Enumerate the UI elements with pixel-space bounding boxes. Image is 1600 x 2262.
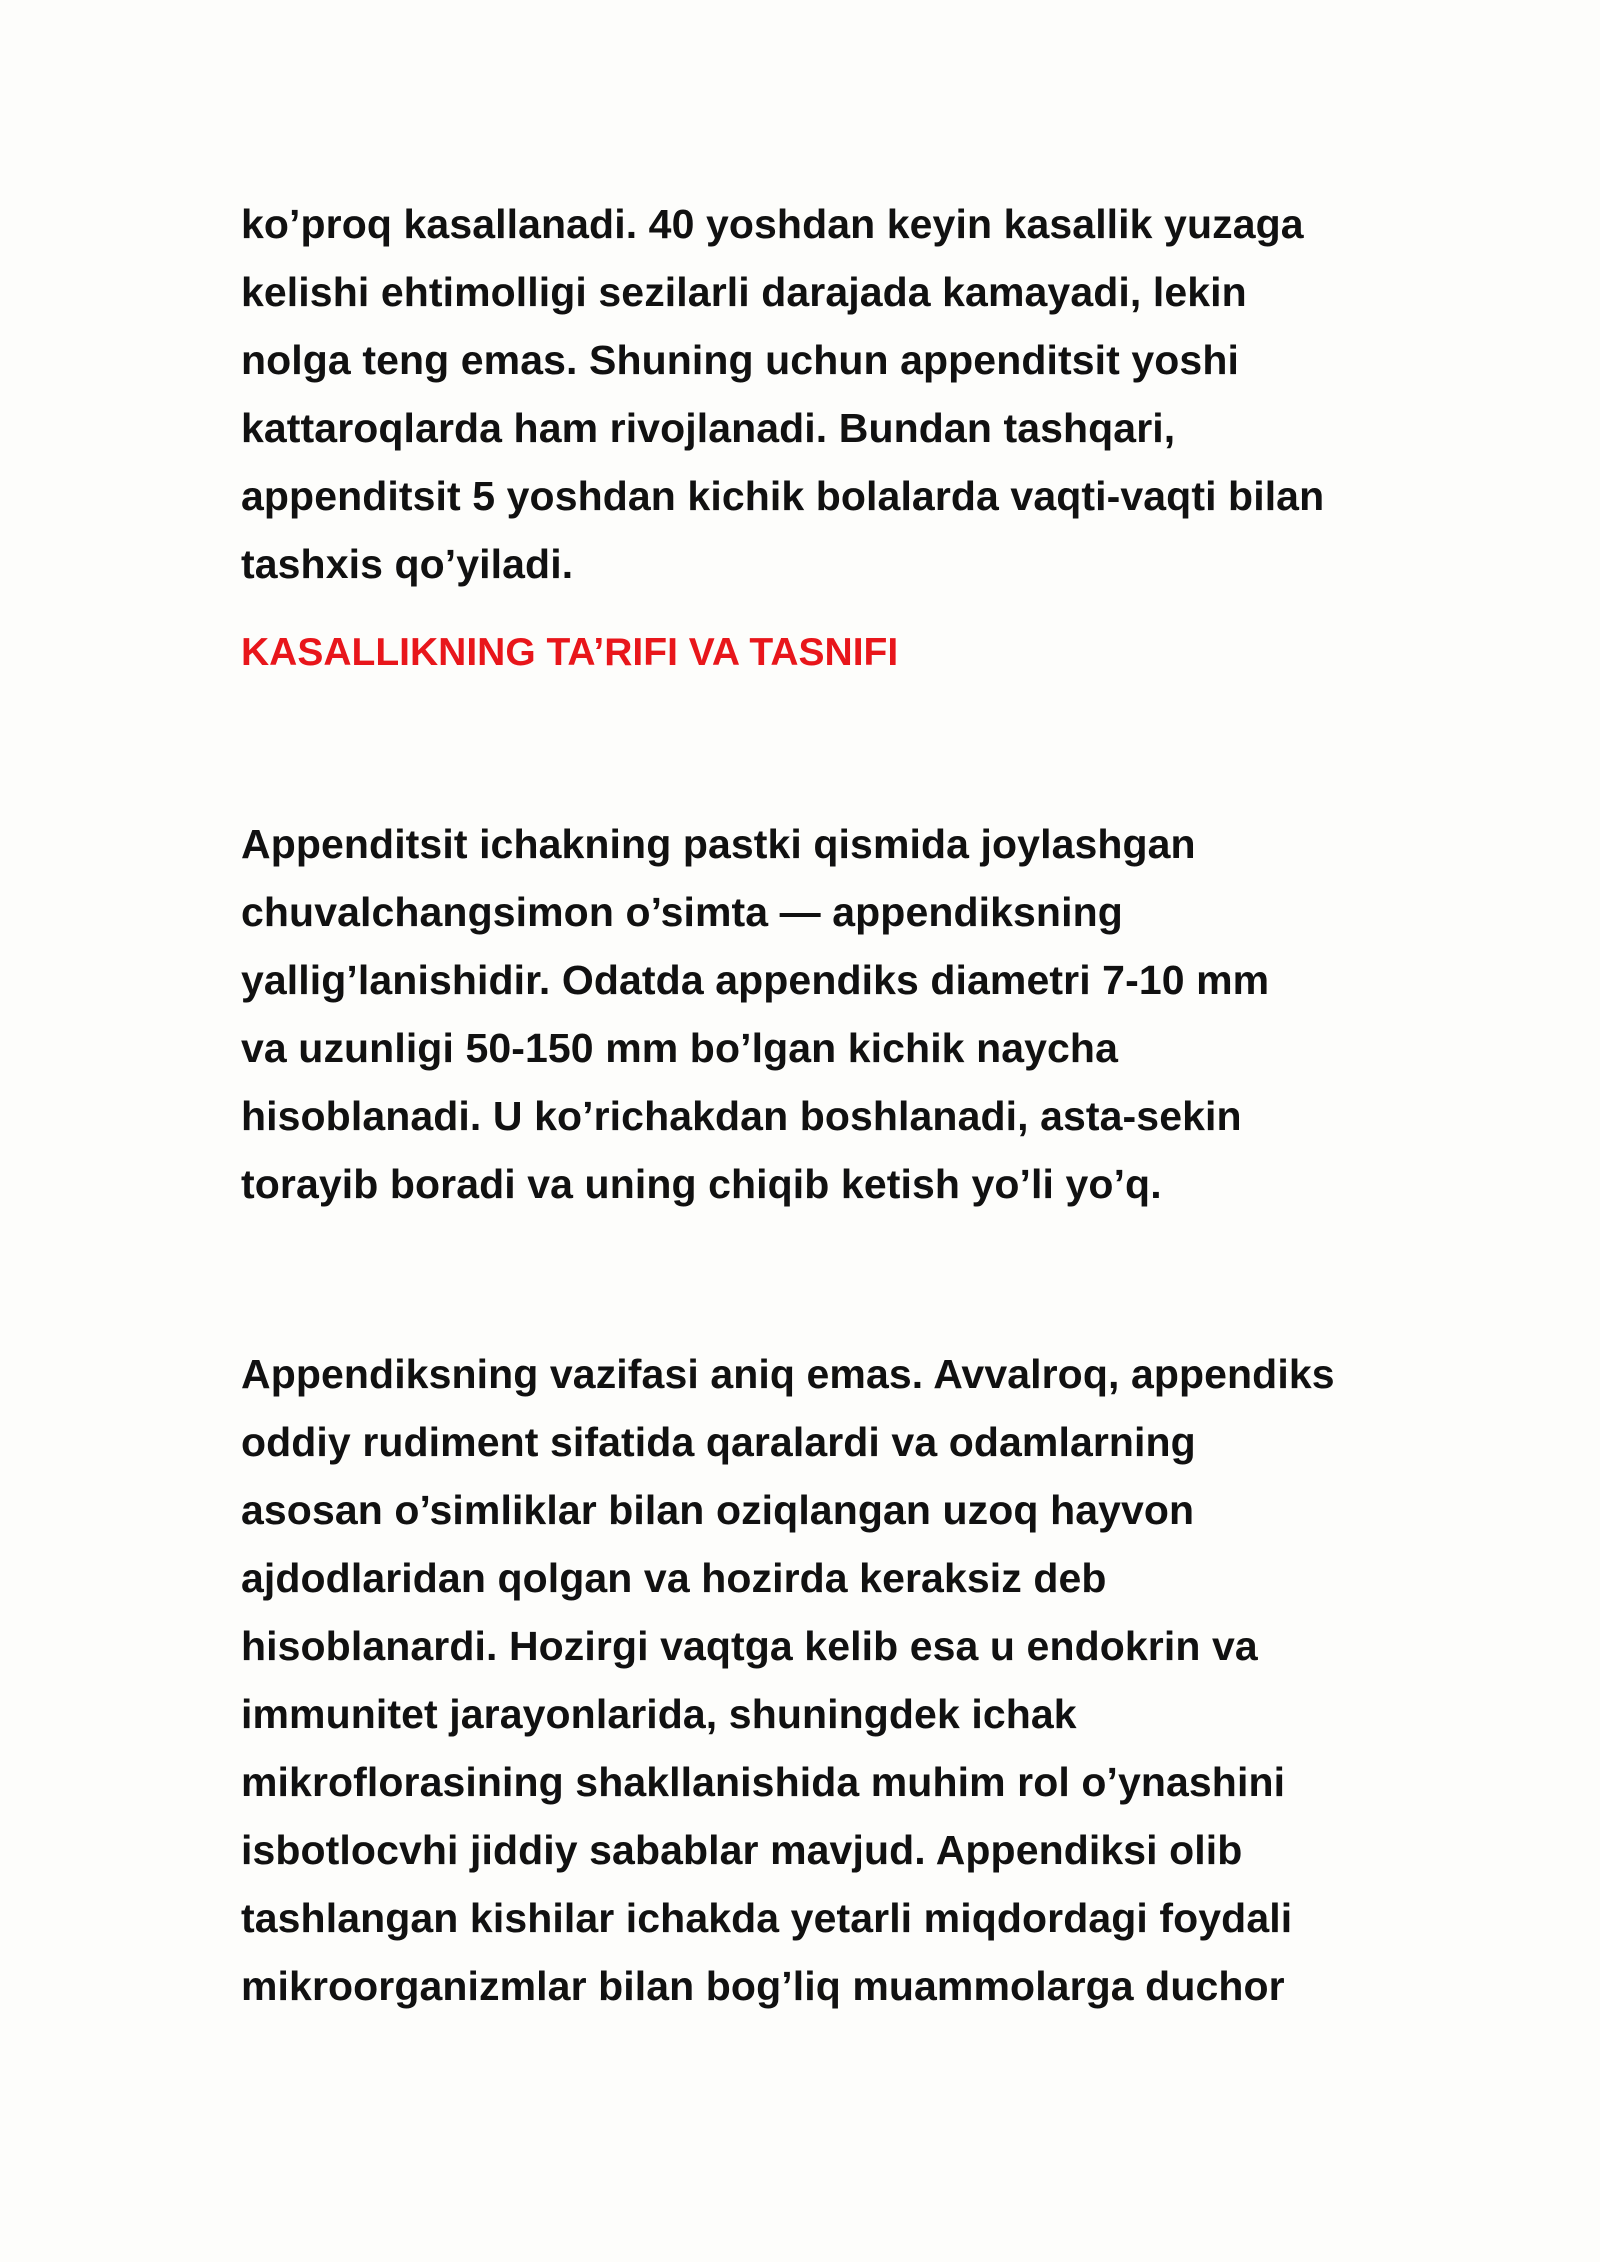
paragraph-intro-continuation — [241, 190, 1391, 598]
text-line: immunitet jarayonlarida, shuningdek ichak — [241, 1691, 1077, 1737]
section-heading: KASALLIKNING TA’RIFI VA TASNIFI — [241, 631, 899, 674]
text-line: oddiy rudiment sifatida qaralardi va odamlarning — [241, 1419, 1196, 1465]
text-line: Appenditsit ichakning pastki qismida joylashgan — [241, 821, 1196, 867]
text-line: tashlangan kishilar ichakda yetarli miqdordagi foydali — [241, 1895, 1293, 1941]
paragraph-function — [241, 1340, 1391, 2020]
document-page — [241, 190, 1391, 2020]
text-line: mikroflorasining shakllanishida muhim rol o’ynashini — [241, 1759, 1286, 1805]
text-line: Appendiksning vazifasi aniq emas. Avvalroq, appendiks — [241, 1351, 1335, 1397]
text-line: kattaroqlarda ham rivojlanadi. Bundan tashqari, — [241, 405, 1176, 451]
text-line: nolga teng emas. Shuning uchun appenditsit yoshi — [241, 337, 1239, 383]
text-line: appenditsit 5 yoshdan kichik bolalarda vaqti-vaqti bilan — [241, 473, 1325, 519]
text-line: ajdodlaridan qolgan va hozirda keraksiz deb — [241, 1555, 1107, 1601]
text-line: va uzunligi 50-150 mm bo’lgan kichik naycha — [241, 1025, 1118, 1071]
paragraph-definition — [241, 810, 1391, 1218]
text-line: hisoblanadi. U ko’richakdan boshlanadi, asta-sekin — [241, 1093, 1242, 1139]
text-line: tashxis qo’yiladi. — [241, 541, 574, 587]
text-line: chuvalchangsimon o’simta — appendiksning — [241, 889, 1123, 935]
text-line: yallig’lanishidir. Odatda appendiks diametri 7-10 mm — [241, 957, 1270, 1003]
text-line: hisoblanardi. Hozirgi vaqtga kelib esa u endokrin va — [241, 1623, 1258, 1669]
text-line: ko’proq kasallanadi. 40 yoshdan keyin kasallik yuzaga — [241, 201, 1304, 247]
text-line: torayib boradi va uning chiqib ketish yo’li yo’q. — [241, 1161, 1162, 1207]
text-line: kelishi ehtimolligi sezilarli darajada kamayadi, lekin — [241, 269, 1247, 315]
text-line: asosan o’simliklar bilan oziqlangan uzoq hayvon — [241, 1487, 1195, 1533]
text-line: mikroorganizmlar bilan bog’liq muammolarga duchor — [241, 1963, 1285, 2009]
text-line: isbotlocvhi jiddiy sabablar mavjud. Appendiksi olib — [241, 1827, 1243, 1873]
